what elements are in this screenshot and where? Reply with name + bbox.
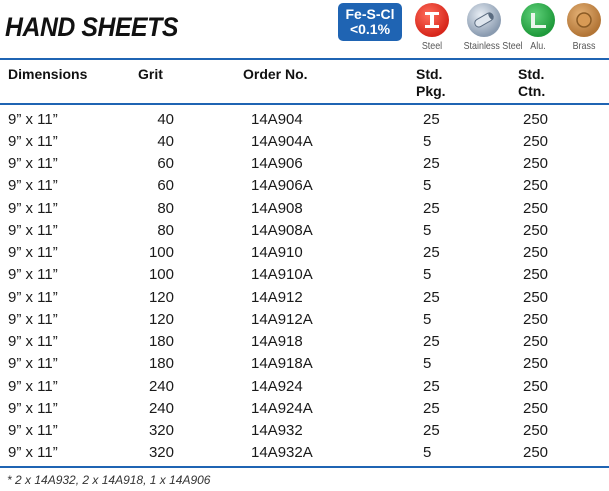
order-no-cell: 14A932 (251, 422, 303, 440)
header-top-rule (0, 58, 609, 60)
std-ctn-cell: 250 (523, 266, 549, 284)
grit-cell: 60 (157, 155, 174, 173)
table-row (0, 130, 609, 152)
table-row (0, 353, 609, 375)
std-ctn-cell: 250 (523, 221, 549, 239)
dimensions-cell: 9” x 11” (8, 355, 58, 373)
std-ctn-cell: 250 (523, 377, 549, 395)
column-header-grit: Grit (138, 66, 163, 82)
table-row (0, 375, 609, 397)
grit-cell: 40 (157, 110, 174, 128)
order-no-cell: 14A910A (251, 266, 313, 284)
header-bottom-rule (0, 103, 609, 105)
fe-s-cl-badge (338, 3, 402, 41)
dimensions-cell: 9” x 11” (8, 444, 58, 462)
std-pkg-cell: 25 (423, 377, 440, 395)
dimensions-cell: 9” x 11” (8, 177, 58, 195)
column-header-std-ctn: Std. Ctn. (518, 66, 546, 99)
page-title: HAND SHEETS (5, 12, 178, 42)
std-pkg-cell: 25 (423, 110, 440, 128)
material-label: Stainless Steel (463, 40, 523, 52)
std-ctn-cell: 250 (523, 444, 549, 462)
aluminum-icon (521, 3, 555, 37)
material-label: Steel (421, 40, 443, 52)
std-pkg-cell: 5 (423, 355, 432, 373)
badge-line-1: Fe-S-Cl (345, 6, 395, 22)
table-row (0, 175, 609, 197)
dimensions-cell: 9” x 11” (8, 399, 58, 417)
std-pkg-cell: 25 (423, 399, 440, 417)
material-stainless-steel (460, 3, 523, 52)
dimensions-cell: 9” x 11” (8, 288, 58, 306)
column-header-dimensions: Dimensions (8, 66, 88, 82)
std-pkg-cell: 5 (423, 444, 432, 462)
material-steel (408, 3, 456, 52)
std-pkg-cell: 25 (423, 244, 440, 262)
footnote: * 2 x 14A932, 2 x 14A918, 1 x 14A906 (7, 473, 211, 487)
table-row (0, 108, 609, 130)
order-no-cell: 14A918 (251, 333, 303, 351)
stainless-steel-icon (467, 3, 501, 37)
order-no-cell: 14A904 (251, 110, 303, 128)
dimensions-cell: 9” x 11” (8, 244, 58, 262)
dimensions-cell: 9” x 11” (8, 199, 58, 217)
grit-cell: 80 (157, 221, 174, 239)
grit-cell: 180 (148, 355, 174, 373)
std-ctn-cell: 250 (523, 244, 549, 262)
order-no-cell: 14A924 (251, 377, 303, 395)
column-header-order-no: Order No. (243, 66, 308, 82)
table-row (0, 197, 609, 219)
grit-cell: 100 (148, 244, 174, 262)
grit-cell: 80 (157, 199, 174, 217)
column-header-std-pkg: Std. Pkg. (416, 66, 446, 99)
dimensions-cell: 9” x 11” (8, 422, 58, 440)
order-no-cell: 14A904A (251, 132, 313, 150)
std-ctn-cell: 250 (523, 110, 549, 128)
table-row (0, 331, 609, 353)
grit-cell: 120 (148, 288, 174, 306)
std-pkg-cell: 25 (423, 199, 440, 217)
order-no-cell: 14A908A (251, 221, 313, 239)
table-row (0, 219, 609, 241)
material-label: Brass (572, 40, 596, 52)
material-label: Alu. (530, 40, 546, 52)
material-brass (560, 3, 608, 52)
table-row (0, 397, 609, 419)
std-ctn-cell: 250 (523, 333, 549, 351)
order-no-cell: 14A932A (251, 444, 313, 462)
grit-cell: 60 (157, 177, 174, 195)
order-no-cell: 14A918A (251, 355, 313, 373)
std-pkg-cell: 25 (423, 155, 440, 173)
std-ctn-cell: 250 (523, 155, 549, 173)
dimensions-cell: 9” x 11” (8, 221, 58, 239)
brass-icon (567, 3, 601, 37)
grit-cell: 240 (148, 399, 174, 417)
badge-line-2: <0.1% (349, 21, 391, 37)
table-bottom-rule (0, 466, 609, 468)
dimensions-cell: 9” x 11” (8, 155, 58, 173)
std-ctn-cell: 250 (523, 288, 549, 306)
steel-icon (415, 3, 449, 37)
order-no-cell: 14A908 (251, 199, 303, 217)
material-aluminum (514, 3, 562, 52)
std-ctn-cell: 250 (523, 310, 549, 328)
grit-cell: 100 (148, 266, 174, 284)
order-no-cell: 14A912A (251, 310, 313, 328)
table-row (0, 264, 609, 286)
dimensions-cell: 9” x 11” (8, 110, 58, 128)
order-no-cell: 14A924A (251, 399, 313, 417)
table-row (0, 242, 609, 264)
std-pkg-cell: 25 (423, 333, 440, 351)
std-pkg-cell: 5 (423, 266, 432, 284)
grit-cell: 320 (148, 422, 174, 440)
table-row (0, 286, 609, 308)
std-ctn-cell: 250 (523, 199, 549, 217)
grit-cell: 240 (148, 377, 174, 395)
dimensions-cell: 9” x 11” (8, 377, 58, 395)
std-ctn-cell: 250 (523, 422, 549, 440)
std-pkg-cell: 25 (423, 288, 440, 306)
std-pkg-cell: 5 (423, 221, 432, 239)
dimensions-cell: 9” x 11” (8, 266, 58, 284)
table-row (0, 153, 609, 175)
table-row (0, 442, 609, 464)
std-pkg-cell: 25 (423, 422, 440, 440)
std-pkg-cell: 5 (423, 177, 432, 195)
order-no-cell: 14A906A (251, 177, 313, 195)
std-ctn-cell: 250 (523, 132, 549, 150)
product-table (0, 108, 609, 464)
grit-cell: 180 (148, 333, 174, 351)
std-pkg-cell: 5 (423, 310, 432, 328)
dimensions-cell: 9” x 11” (8, 333, 58, 351)
order-no-cell: 14A912 (251, 288, 303, 306)
std-ctn-cell: 250 (523, 399, 549, 417)
table-row (0, 308, 609, 330)
std-ctn-cell: 250 (523, 177, 549, 195)
order-no-cell: 14A906 (251, 155, 303, 173)
dimensions-cell: 9” x 11” (8, 310, 58, 328)
table-row (0, 420, 609, 442)
grit-cell: 40 (157, 132, 174, 150)
std-pkg-cell: 5 (423, 132, 432, 150)
grit-cell: 320 (148, 444, 174, 462)
order-no-cell: 14A910 (251, 244, 303, 262)
grit-cell: 120 (148, 310, 174, 328)
std-ctn-cell: 250 (523, 355, 549, 373)
dimensions-cell: 9” x 11” (8, 132, 58, 150)
